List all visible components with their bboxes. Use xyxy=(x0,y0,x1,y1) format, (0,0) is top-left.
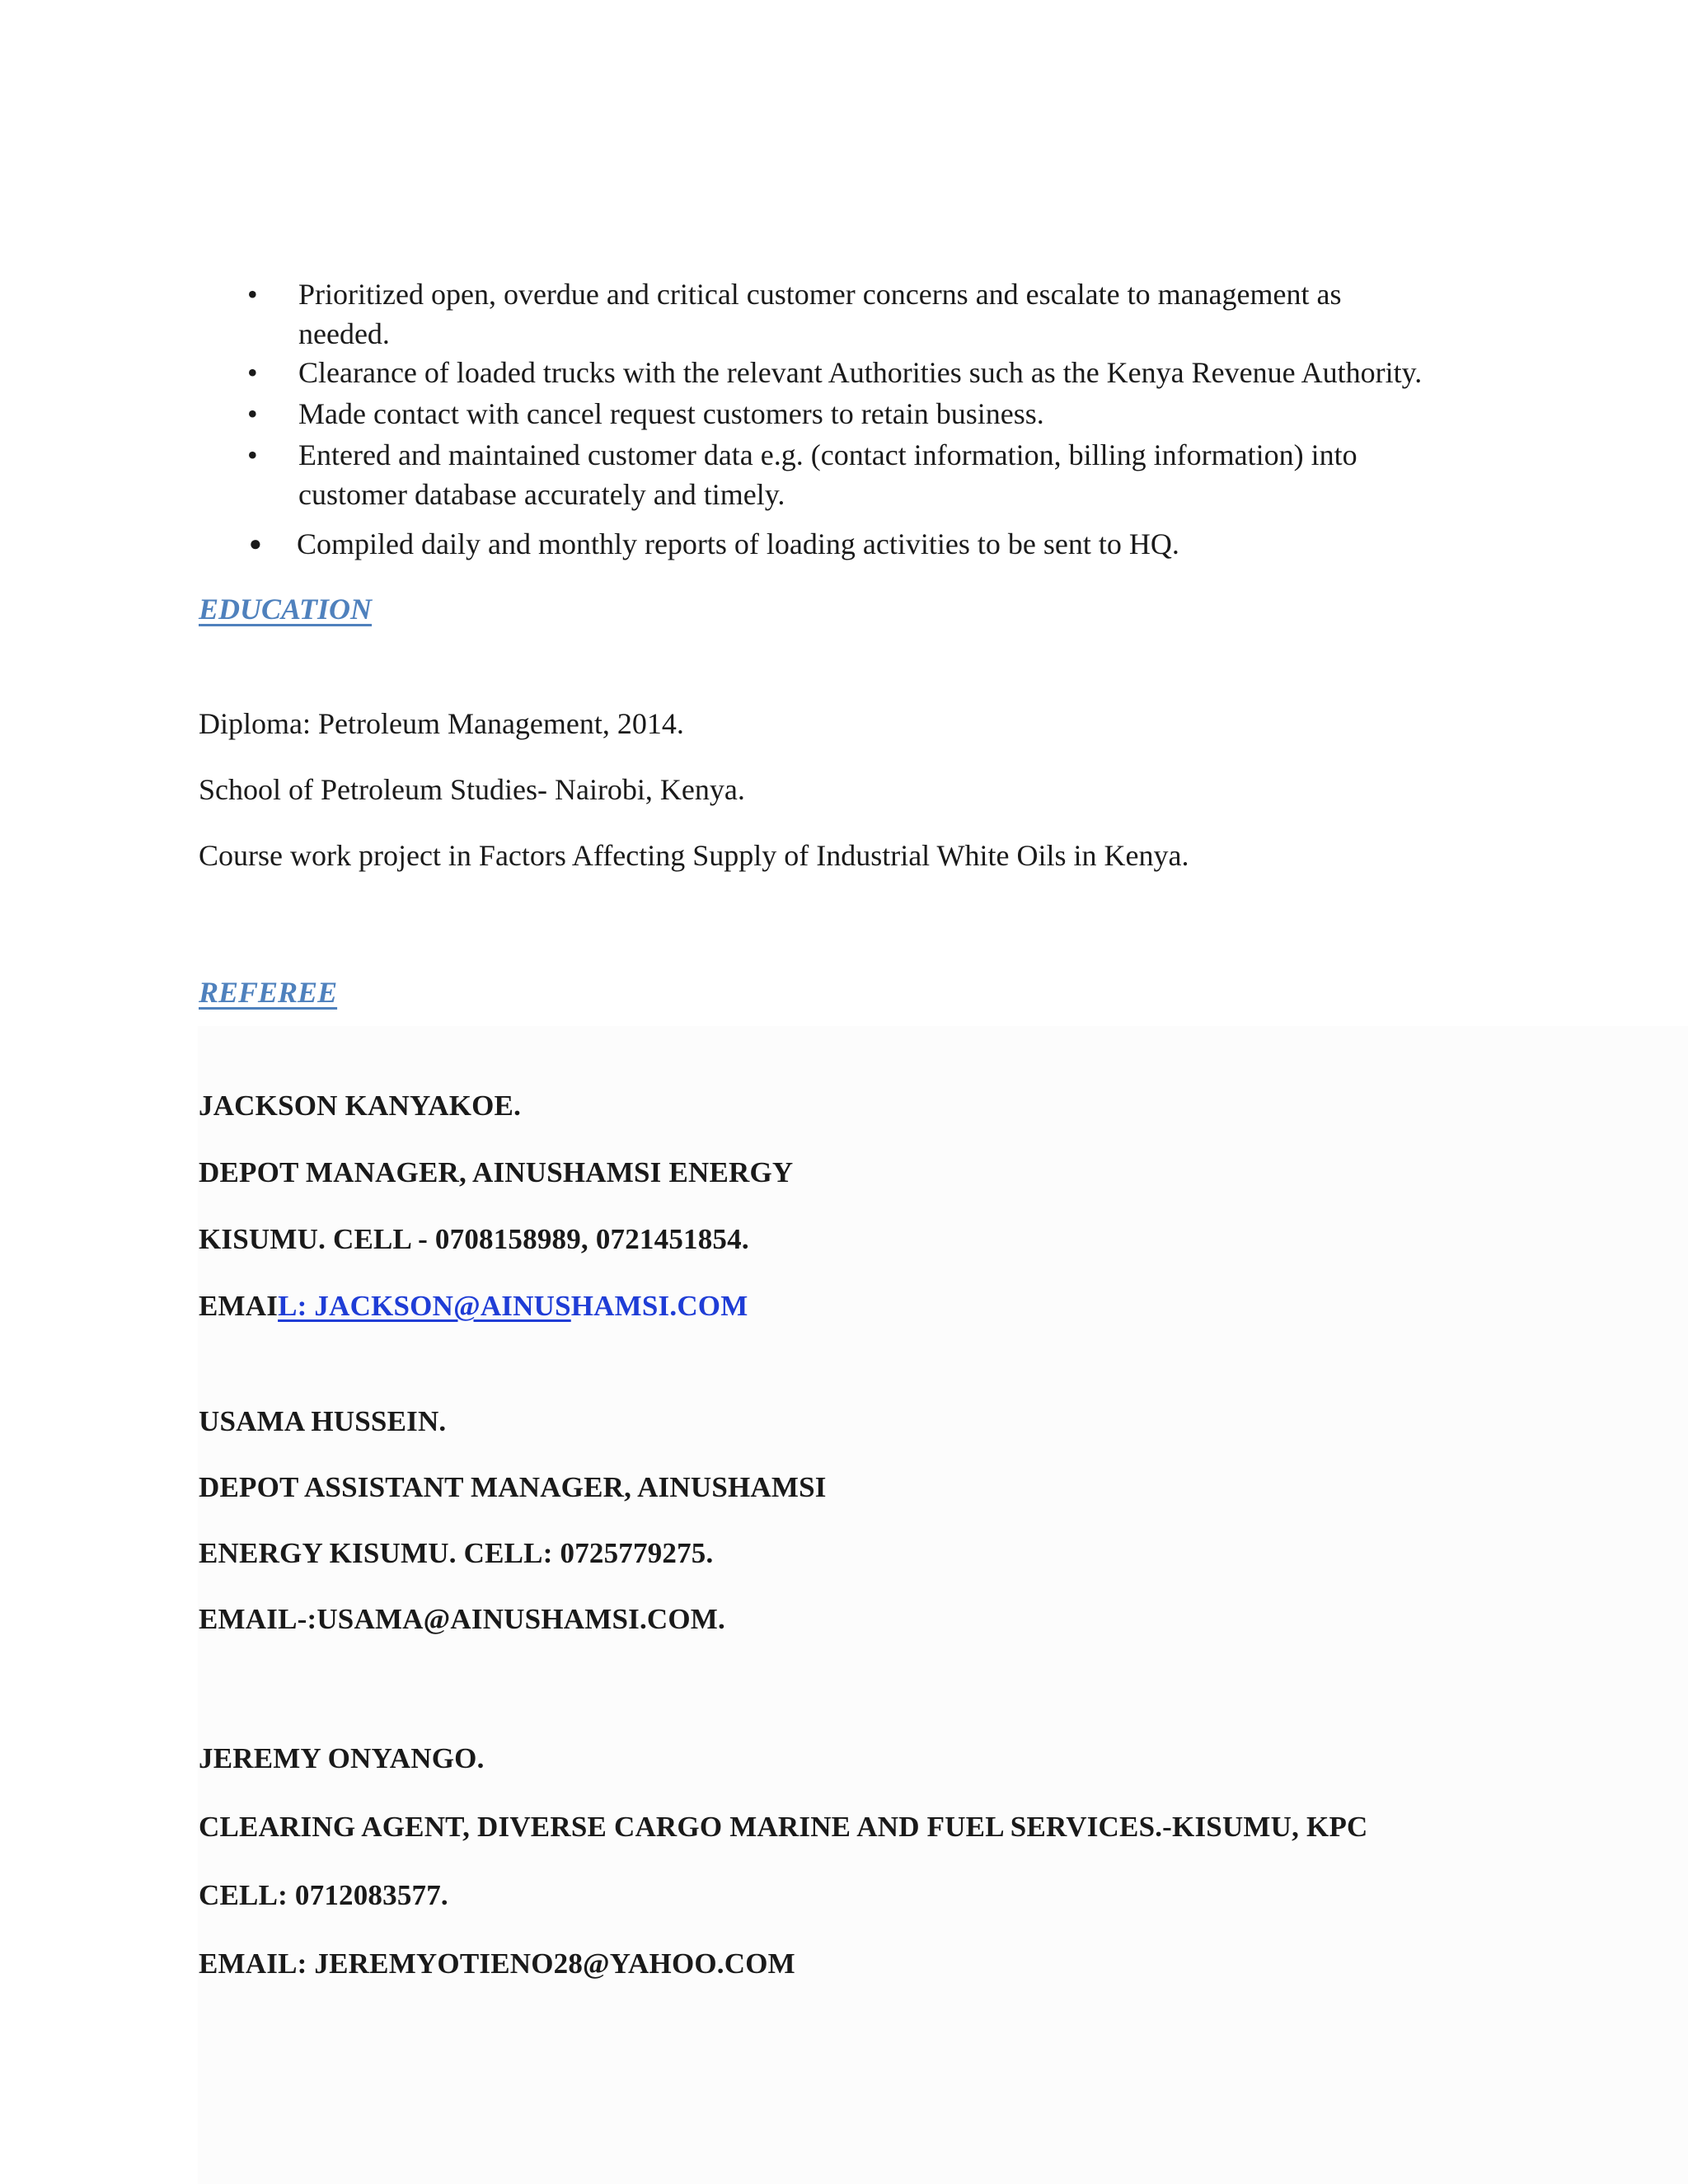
bullet-icon: • xyxy=(247,438,258,471)
referee3-name: JEREMY ONYANGO. xyxy=(199,1742,485,1774)
referee1-cell: KISUMU. CELL - 0708158989, 0721451854. xyxy=(199,1223,749,1255)
bullet-icon: ● xyxy=(249,532,262,555)
bullet-text: Made contact with cancel request customers to retain business. xyxy=(298,397,1044,430)
referee3-cell: CELL: 0712083577. xyxy=(199,1879,448,1911)
referee1-email xyxy=(199,1290,748,1323)
referee1-email-link[interactable]: L: JACKSON@AINUS xyxy=(278,1290,571,1322)
bullet-icon: • xyxy=(247,278,258,311)
bullet-icon: • xyxy=(247,356,258,389)
bullet-text: Prioritized open, overdue and critical customer concerns and escalate to management as xyxy=(298,278,1342,311)
bullet-text: Clearance of loaded trucks with the relevant Authorities such as the Kenya Revenue Authority. xyxy=(298,356,1423,389)
bullet-text: Entered and maintained customer data e.g. (contact information, billing information) into xyxy=(298,438,1357,471)
referee2-email: EMAIL-:USAMA@AINUSHAMSI.COM. xyxy=(199,1603,725,1635)
education-heading: EDUCATION xyxy=(199,593,373,626)
referee-heading: REFEREE xyxy=(199,976,338,1009)
education-project: Course work project in Factors Affecting Supply of Industrial White Oils in Kenya. xyxy=(199,839,1189,872)
bullet-icon: • xyxy=(247,397,258,430)
referee3-title: CLEARING AGENT, DIVERSE CARGO MARINE AND FUEL SERVICES.-KISUMU, KPC xyxy=(199,1811,1368,1843)
referee1-title: DEPOT MANAGER, AINUSHAMSI ENERGY xyxy=(199,1156,794,1188)
bullet-text: Compiled daily and monthly reports of loading activities to be sent to HQ. xyxy=(297,527,1179,560)
education-diploma: Diploma: Petroleum Management, 2014. xyxy=(199,707,684,740)
referee2-name: USAMA HUSSEIN. xyxy=(199,1405,447,1437)
referee1-email-label: EMAI xyxy=(199,1290,279,1322)
referee2-title: DEPOT ASSISTANT MANAGER, AINUSHAMSI xyxy=(199,1471,827,1503)
bullet-text-continued: customer database accurately and timely. xyxy=(298,478,785,511)
bullet-text-continued: needed. xyxy=(298,317,390,350)
education-school: School of Petroleum Studies- Nairobi, Kenya. xyxy=(199,773,745,806)
referee3-email: EMAIL: JEREMYOTIENO28@YAHOO.COM xyxy=(199,1947,795,1980)
referee1-name: JACKSON KANYAKOE. xyxy=(199,1090,522,1122)
referee1-email-rest[interactable]: HAMSI.COM xyxy=(570,1290,748,1322)
referee2-cell: ENERGY KISUMU. CELL: 0725779275. xyxy=(199,1537,714,1569)
